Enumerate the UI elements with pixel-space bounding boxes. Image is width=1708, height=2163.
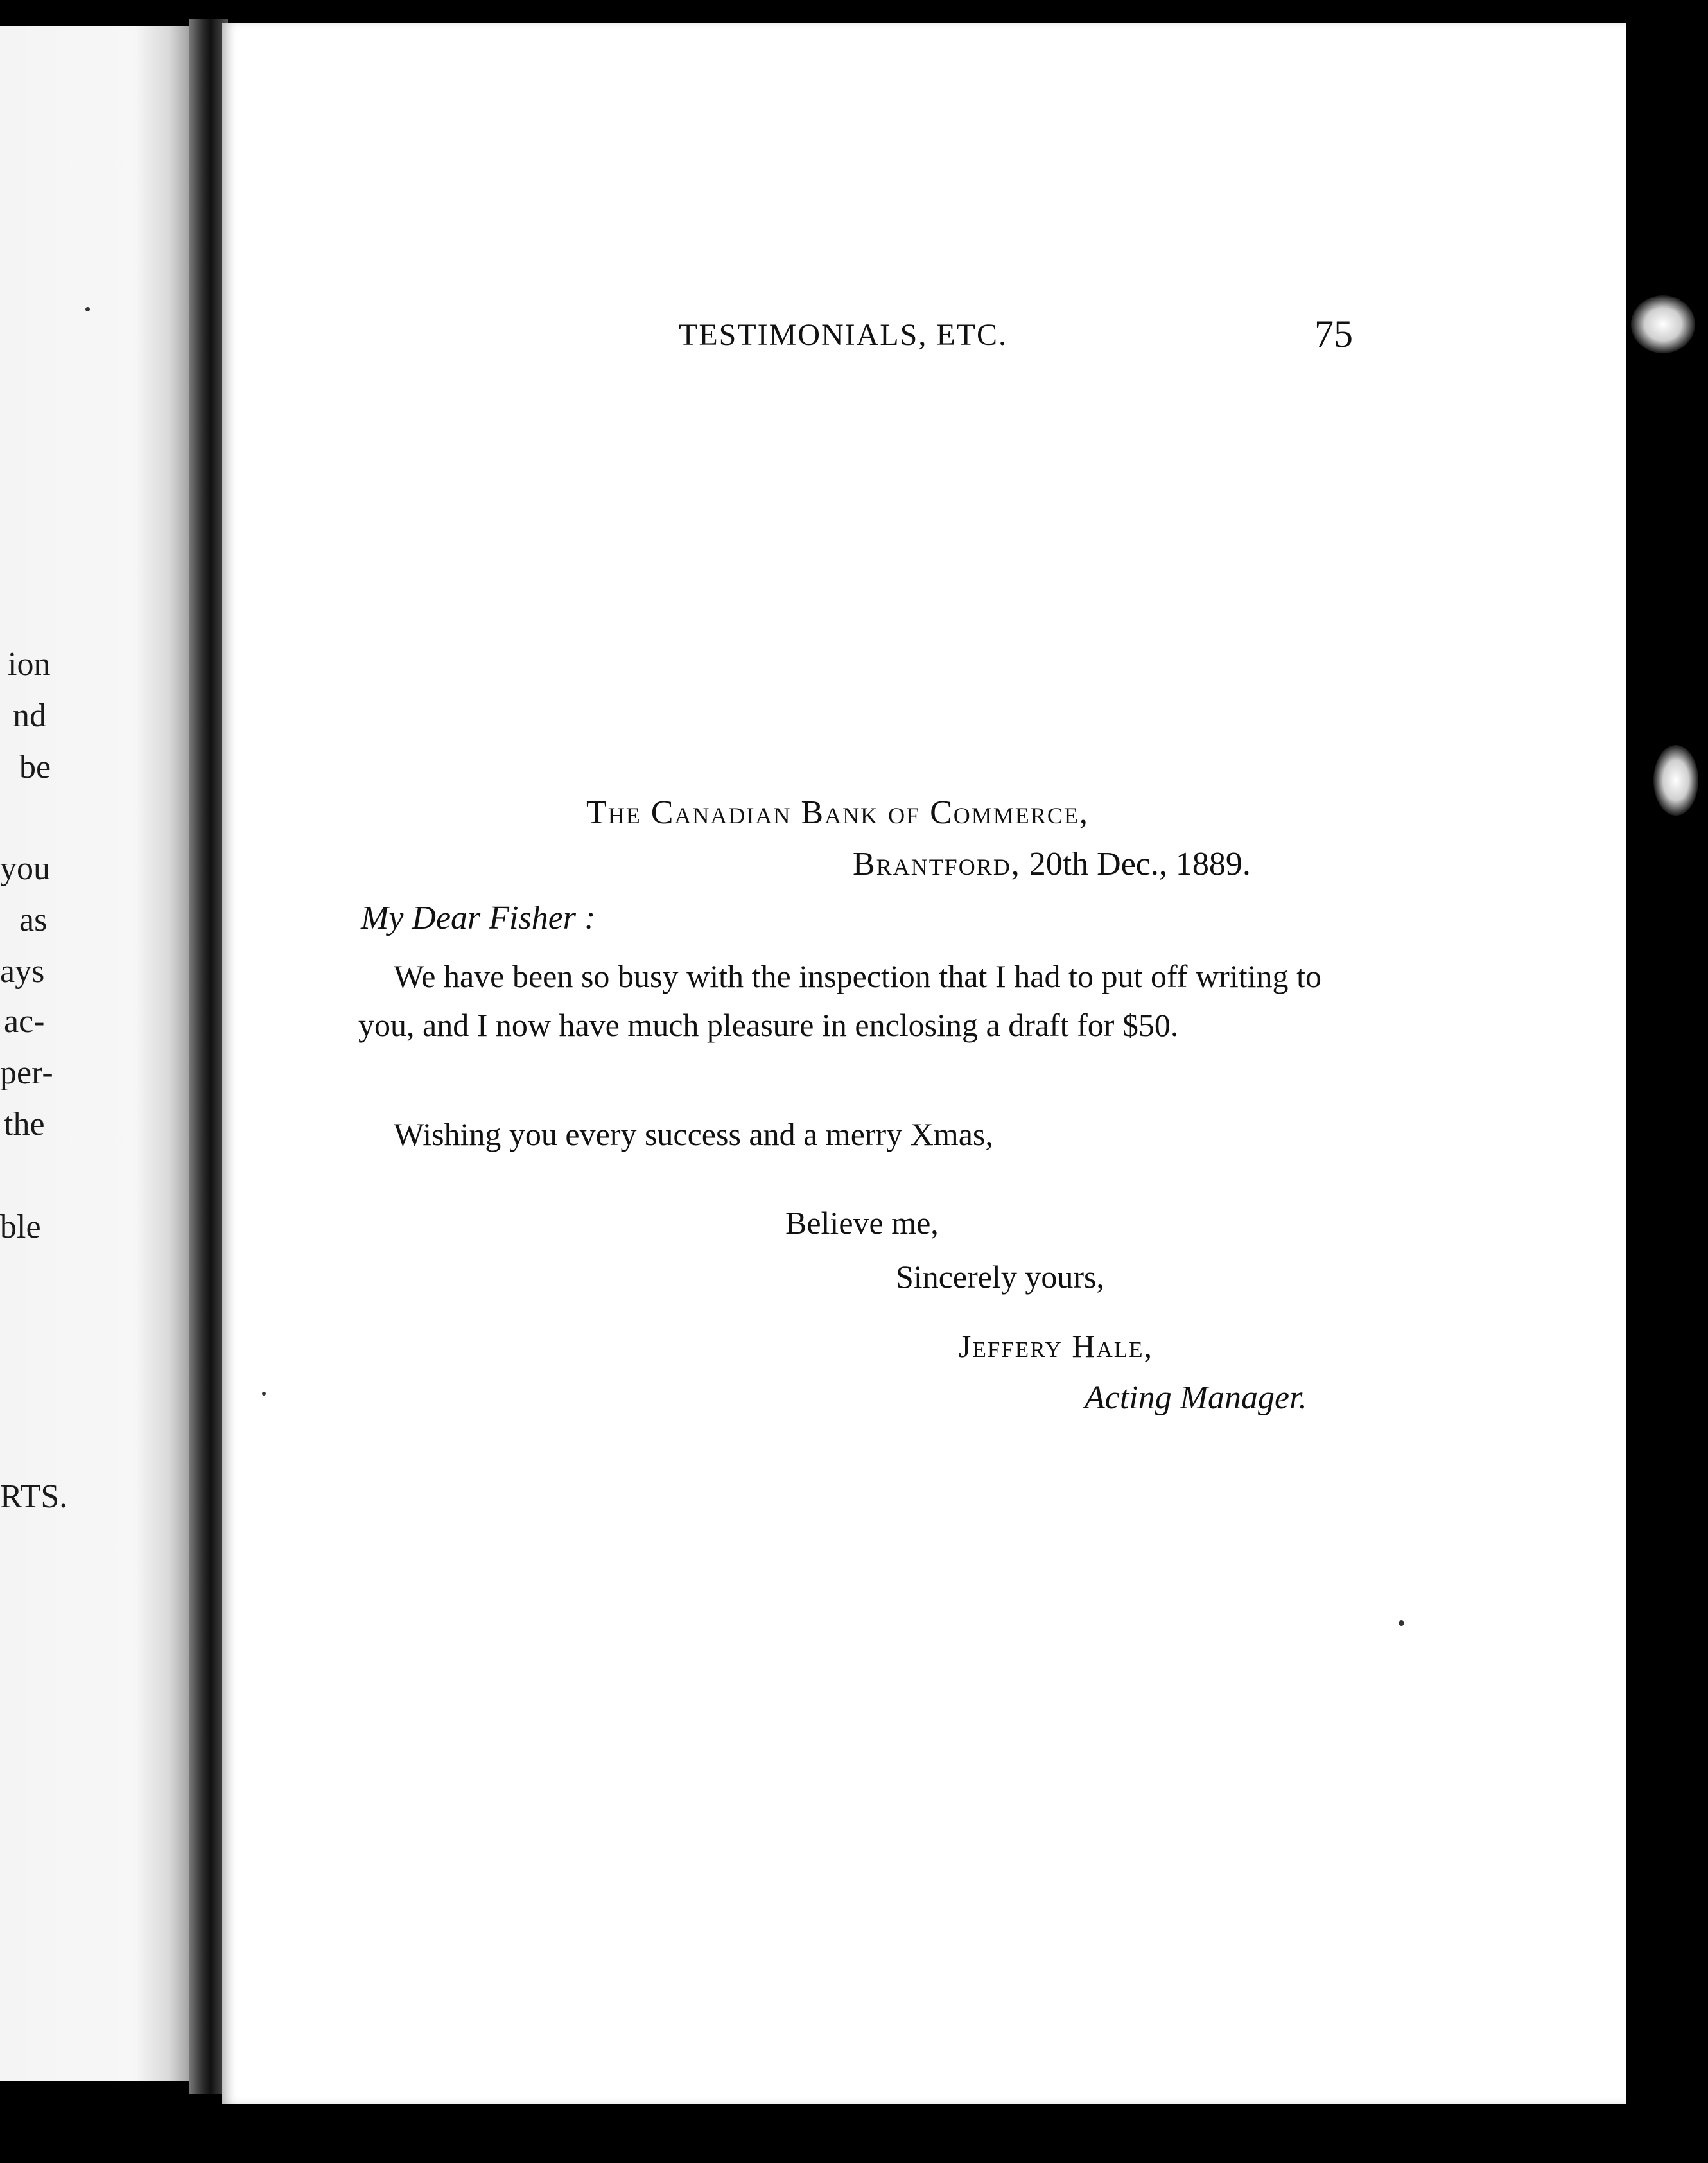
left-page-fragment: you	[0, 850, 50, 887]
left-page-fragment: nd	[13, 697, 46, 734]
main-page	[222, 23, 1626, 2104]
left-page-fragment: the	[4, 1106, 45, 1143]
left-page-fragment: as	[19, 902, 48, 938]
letter-closing-2: Sincerely yours,	[896, 1259, 1104, 1295]
letter-place: Brantford,	[853, 846, 1021, 882]
left-page-fragment: ion	[8, 646, 51, 683]
left-facing-page	[0, 26, 193, 2081]
left-page-fragment: be	[19, 749, 51, 785]
letter-paragraph-1: We have been so busy with the inspection that I had to put off writing to you, and I now have much pleasure in enclosing a draft for $50.	[358, 958, 1321, 1043]
letter-place-date	[853, 845, 1251, 883]
dust-speck	[262, 1392, 266, 1396]
letter-date: 20th Dec., 1889.	[1029, 846, 1251, 882]
letter-closing-1: Believe me,	[785, 1205, 939, 1241]
letter-signer-name: Jeffery Hale,	[959, 1328, 1153, 1364]
dust-speck	[1399, 1620, 1404, 1626]
scan-glare	[1653, 745, 1698, 816]
left-page-fragment: ble	[0, 1209, 41, 1245]
dust-speck	[85, 307, 90, 311]
letter-signer-title: Acting Manager.	[1085, 1379, 1307, 1416]
running-head-title: TESTIMONIALS, ETC.	[679, 318, 1007, 352]
letter-bank-name: The Canadian Bank of Commerce,	[586, 794, 1089, 831]
left-page-fragment: per-	[0, 1055, 53, 1091]
page-number: 75	[1314, 313, 1353, 355]
letter-paragraph-2: Wishing you every success and a merry Xmas,	[394, 1116, 993, 1152]
left-page-fragment: ays	[0, 953, 45, 990]
left-page-fragment: ac-	[4, 1003, 45, 1040]
scan-glare	[1631, 295, 1695, 353]
left-page-fragment: RTS.	[0, 1478, 68, 1515]
letter-salutation: My Dear Fisher :	[361, 900, 596, 936]
